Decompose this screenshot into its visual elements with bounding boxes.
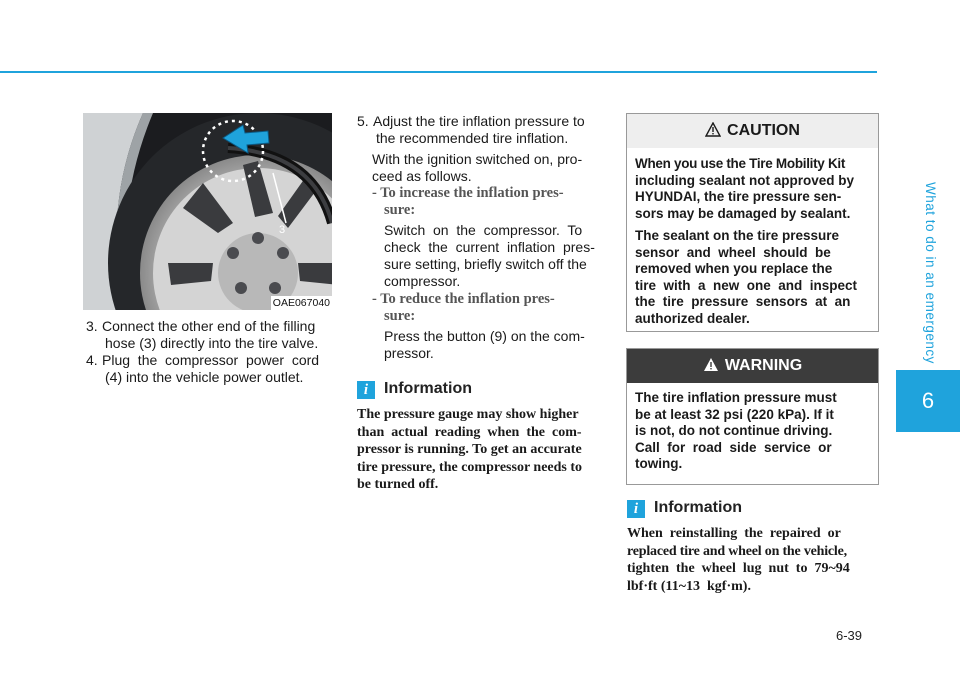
caution-triangle-icon [705,122,721,137]
chapter-title: What to do in an emergency [923,181,938,364]
information-text-2: When reinstalling the repaired or replaced tire and wheel on the vehicle, tighten the wheel lug nut to 79~94 lbf·ft (11~13 kgf·m). [627,526,850,594]
increase-pressure-heading: - To increase the inflation pres- sure: [372,185,564,218]
warning-triangle-icon [703,357,719,372]
step-4: 4. Plug the compressor power cord (4) into the vehicle power outlet. [86,352,320,385]
caution-header: CAUTION [627,114,878,148]
warning-header: WARNING [627,349,878,383]
information-heading-2: i Information [627,499,877,519]
warning-box [626,348,879,485]
increase-pressure-text: Switch on the compressor. To check the current inflation pres- sure setting, briefly switch off the compressor. [384,222,595,289]
information-heading-1: i Information [357,380,607,400]
header-rule [0,71,877,73]
caution-text: When you use the Tire Mobility Kit including sealant not approved by HYUNDAI, the tire pressure sen- sors may be damaged by sealant. The sealant on the tire pressure sensor and wheel should be removed when you replace the tire with a new one and inspect the tire pressure sensors at an authorized dealer. [635,156,858,326]
wheel-illustration [83,113,332,310]
page-number: 6-39 [836,628,863,643]
reduce-pressure-text: Press the button (9) on the com- pressor. [384,328,585,361]
caution-box [626,113,879,332]
step-3: 3. Connect the other end of the filling hose (3) directly into the tire valve. [86,318,319,351]
figure-callout: 3 [279,224,286,236]
tire-valve-figure [83,113,332,310]
reduce-pressure-heading: - To reduce the inflation pres- sure: [372,291,555,324]
warning-text: The tire inflation pressure must be at least 32 psi (220 kPa). If it is not, do not continue driving. Call for road side service or towing. [635,390,837,471]
figure-code: OAE067040 [272,297,330,309]
step-5: 5. Adjust the tire inflation pressure to the recommended tire inflation. [357,113,585,146]
information-text-1: The pressure gauge may show higher than actual reading when the com- pressor is running. To get an accurate tire pressure, the compressor needs to be turned off. [357,407,583,492]
info-icon: i [357,381,375,399]
info-icon: i [627,500,645,518]
chapter-number-tab[interactable]: 6 [896,370,960,432]
step-5-intro: With the ignition switched on, pro- ceed as follows. [372,151,583,184]
